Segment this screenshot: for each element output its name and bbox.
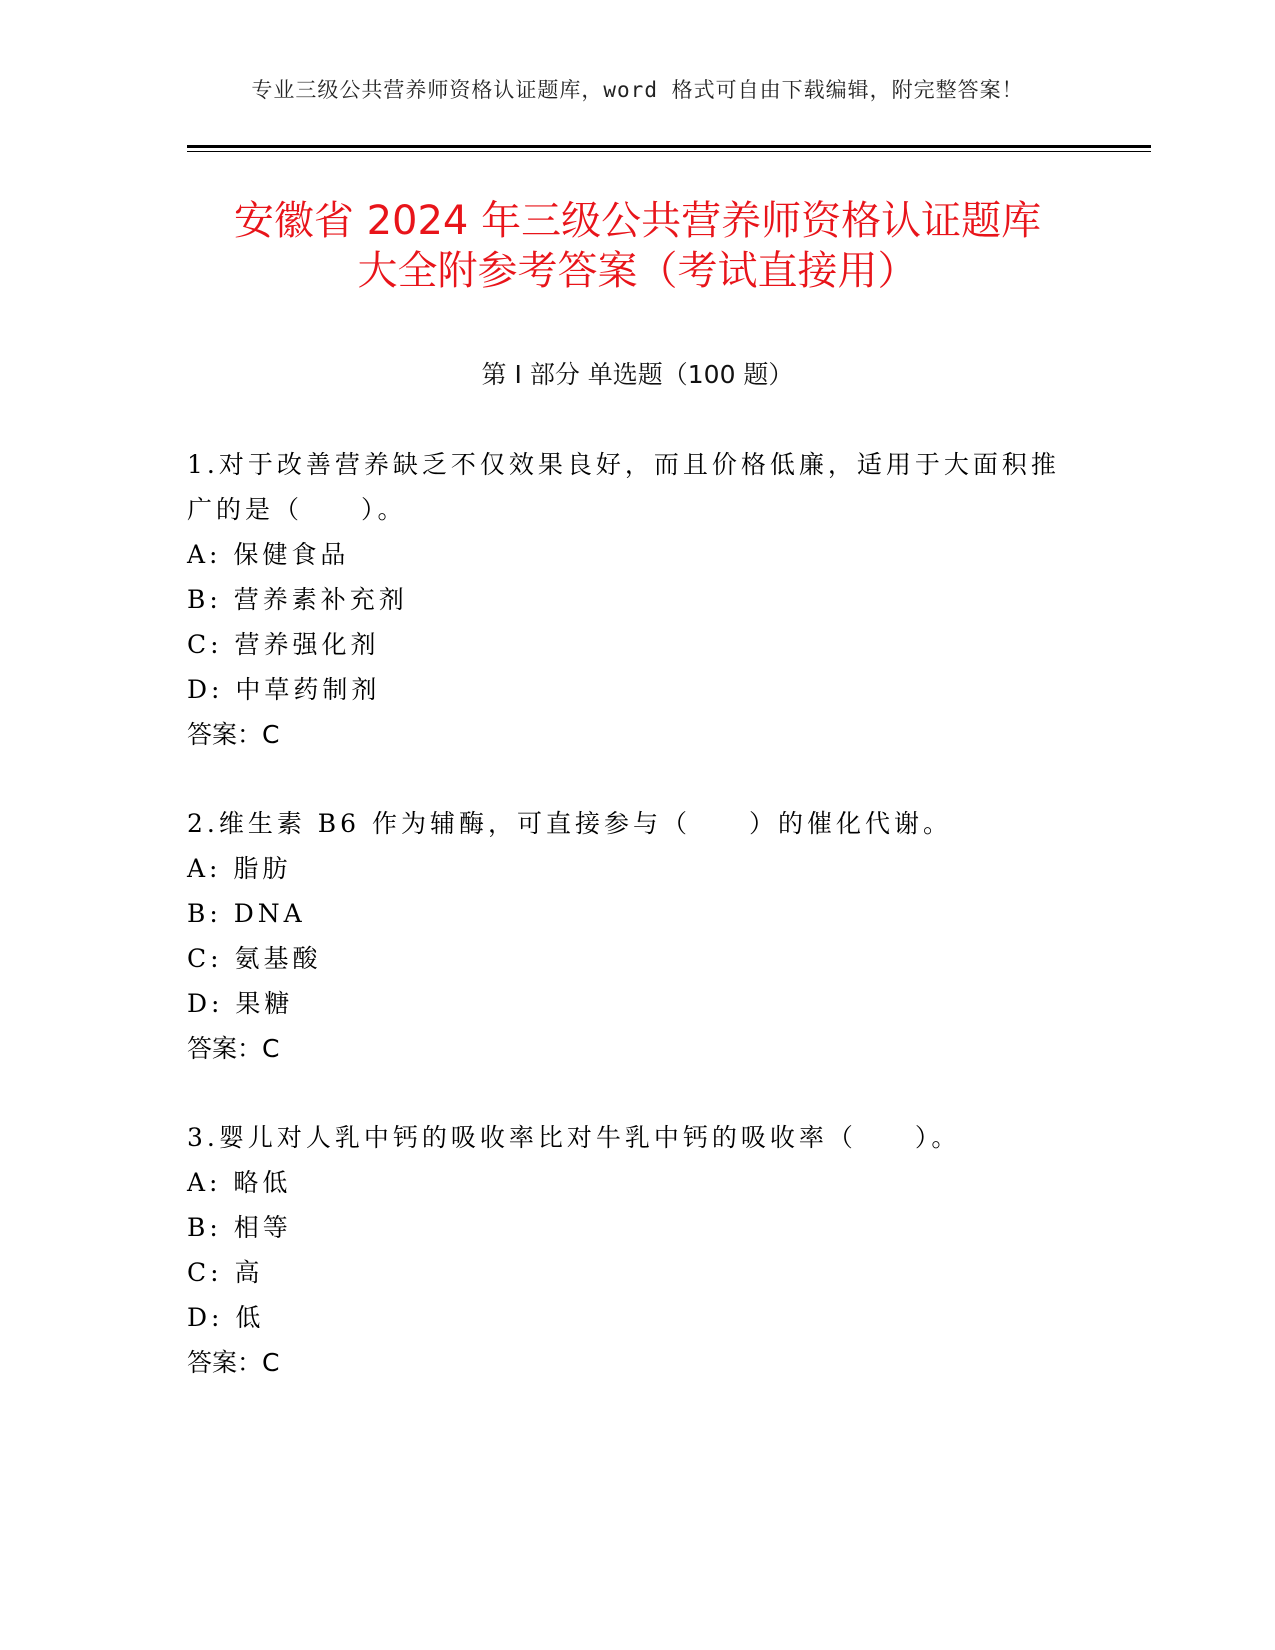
question-option-c: C: 氨基酸: [187, 944, 322, 973]
question-option-b: B: 相等: [187, 1213, 292, 1242]
page-header-note: 专业三级公共营养师资格认证题库，word 格式可自由下载编辑，附完整答案！: [251, 78, 1024, 102]
question-3: [187, 1115, 1067, 1385]
question-option-a: A: 略低: [187, 1168, 292, 1197]
question-1: [187, 442, 1067, 757]
question-option-a: A: 脂肪: [187, 854, 292, 883]
question-option-c: C: 营养强化剂: [187, 630, 380, 659]
question-2: [187, 801, 1067, 1071]
document-title-line-1: 安徽省 2024 年三级公共营养师资格认证题库: [233, 198, 1042, 244]
section-heading: 第 I 部分 单选题（100 题）: [481, 360, 794, 389]
question-answer: 答案：C: [187, 1034, 280, 1063]
question-option-b: B: DNA: [187, 899, 306, 928]
question-answer: 答案：C: [187, 1348, 280, 1377]
header-rule-thin: [187, 151, 1151, 152]
document-title-line-2: 大全附参考答案（考试直接用）: [357, 248, 918, 294]
question-option-d: D: 低: [187, 1303, 265, 1332]
question-option-d: D: 果糖: [187, 989, 294, 1018]
question-option-d: D: 中草药制剂: [187, 675, 381, 704]
document-title: [150, 196, 1125, 296]
question-option-c: C: 高: [187, 1258, 264, 1287]
header-rule-thick: [187, 145, 1151, 148]
question-answer: 答案：C: [187, 720, 280, 749]
question-stem: 2.维生素 B6 作为辅酶，可直接参与（ ）的催化代谢。: [187, 809, 953, 838]
question-list: [187, 442, 1067, 1429]
question-stem: 1.对于改善营养缺乏不仅效果良好，而且价格低廉，适用于大面积推广的是（ ）。: [187, 450, 1060, 524]
question-stem: 3.婴儿对人乳中钙的吸收率比对牛乳中钙的吸收率（ ）。: [187, 1123, 961, 1152]
question-option-a: A: 保健食品: [187, 540, 350, 569]
question-option-b: B: 营养素补充剂: [187, 585, 408, 614]
